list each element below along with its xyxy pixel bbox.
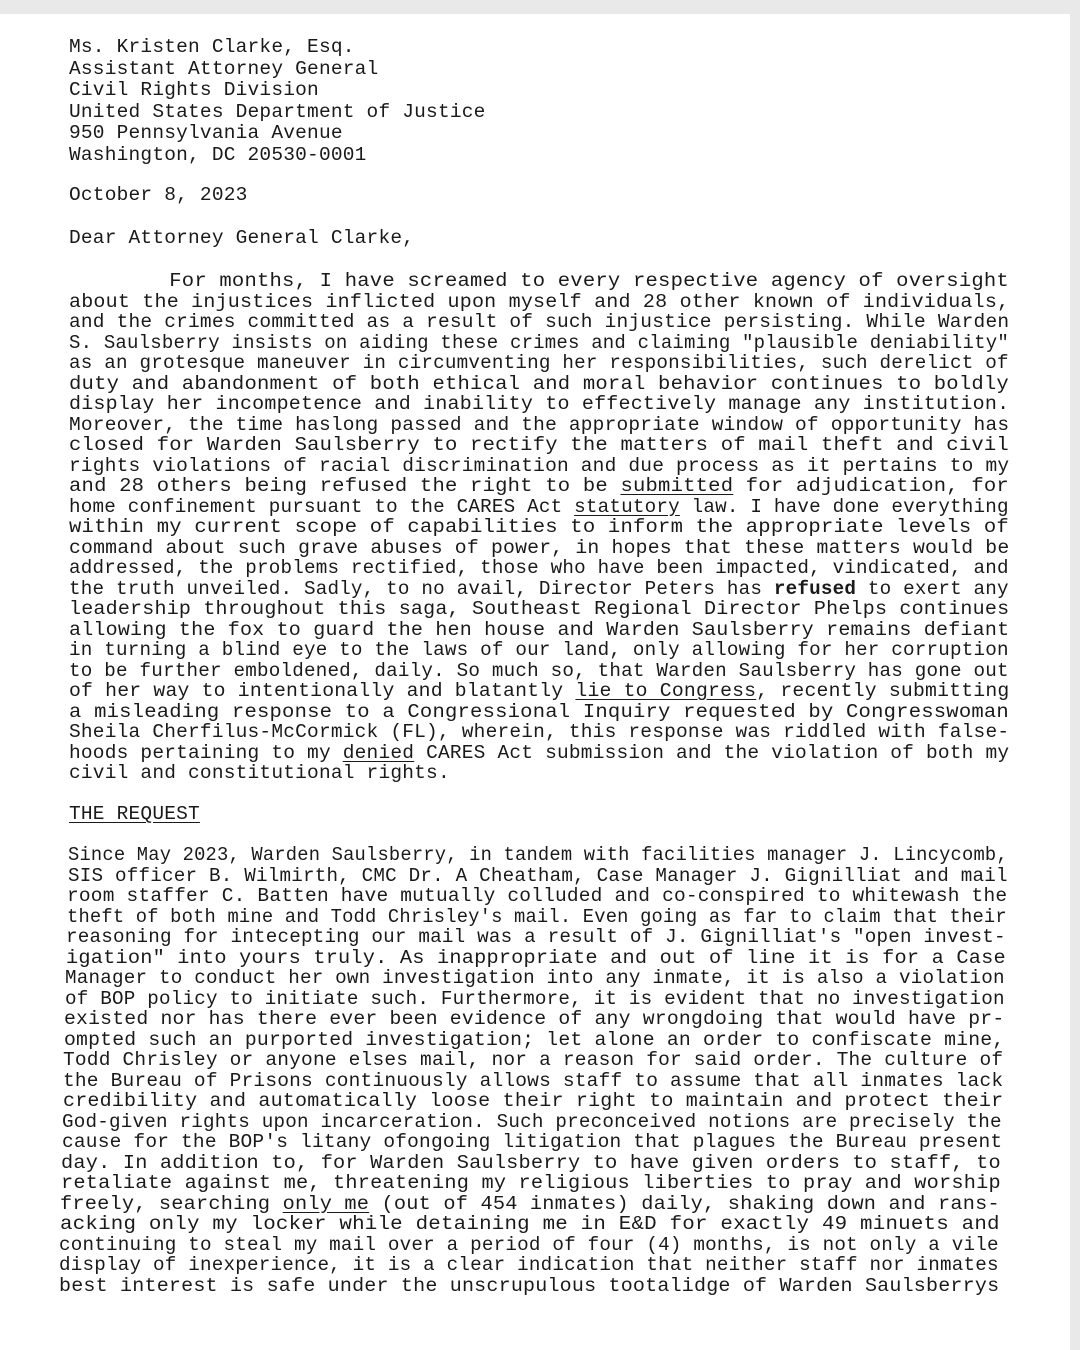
paragraph-line: [62, 1131, 1002, 1153]
line-text: display of inexperience, it is a clear indication that neither staff nor inmates: [59, 1254, 999, 1276]
paragraph-line: [60, 1213, 1000, 1235]
paragraph-line: [69, 619, 1009, 641]
line-text: in turning a blind eye to the laws of our land, only allowing for her corruption: [69, 639, 1009, 661]
line-text: to be further emboldened, daily. So much so, that Warden Saulsberry has gone out: [69, 659, 1009, 682]
window-frame-top: [0, 0, 1080, 14]
line-text: ompted such an purported investigation; let alone an order to confiscate mine,: [64, 1028, 1005, 1051]
bold-text: refused: [773, 577, 857, 600]
paragraph-line: [69, 434, 1009, 456]
paragraph-line: [69, 721, 1009, 743]
address-line: Washington, DC 20530-0001: [69, 143, 367, 166]
paragraph-line: [69, 475, 1009, 497]
line-text: God-given rights upon incarceration. Such preconceived notions are precisely the: [62, 1110, 1002, 1133]
address-line: Civil Rights Division: [69, 79, 319, 101]
paragraph-line: [64, 1029, 1004, 1051]
paragraph-line: [68, 844, 1008, 866]
paragraph-line: [59, 1234, 999, 1256]
paragraph-line: [69, 352, 1009, 374]
line-text: (out of 454 inmates) daily, shaking down and rans-: [369, 1192, 1000, 1215]
paragraph-line: [69, 701, 1009, 723]
paragraph-line: [69, 332, 1009, 354]
paragraph-line: [69, 680, 1009, 702]
underlined-text: only me: [282, 1192, 370, 1215]
line-text: of BOP policy to initiate such. Furthermore, it is evident that no investigation: [65, 987, 1005, 1010]
line-text: about the injustices inflicted upon myself and 28 other known of individuals,: [69, 290, 1010, 313]
line-text: acking only my locker while detaining me in E&D for exactly 49 minuets and: [60, 1213, 1000, 1235]
line-text: CARES Act submission and the violation of both my: [414, 741, 1010, 764]
line-text: display her incompetence and inability to effectively manage any institution.: [69, 393, 1010, 415]
paragraph-line: [69, 660, 1009, 682]
paragraph-line: [65, 967, 1005, 989]
line-text: best interest is safe under the unscrupulous tootalidge of Warden Saulsberrys: [59, 1274, 1000, 1297]
line-text: civil and constitutional rights.: [69, 762, 450, 784]
letter-date: October 8, 2023: [69, 184, 248, 206]
line-text: existed nor has there ever been evidence of any wrongdoing that would have pr-: [64, 1008, 1005, 1030]
line-text: law. I have done everything: [679, 495, 1009, 518]
paragraph-line: [61, 1172, 1001, 1194]
line-text: cause for the BOP's litany ofongoing litigation that plagues the Bureau present: [62, 1131, 1003, 1153]
paragraph-line: [69, 639, 1009, 661]
line-text: retaliate against me, threatening my religious liberties to pray and worship: [61, 1172, 1001, 1194]
line-text: to exert any: [856, 577, 1009, 600]
address-line: Ms. Kristen Clarke, Esq.: [69, 36, 355, 58]
paragraph-line: [69, 291, 1009, 313]
paragraph-line: [69, 537, 1009, 559]
line-text: for adjudication, for: [733, 475, 1009, 497]
paragraph-line: [66, 926, 1006, 948]
line-text: command about such grave abuses of power, in hopes that these matters would be: [69, 536, 1010, 559]
line-text: day. In addition to, for Warden Saulsberry to have given orders to staff, to: [61, 1151, 1001, 1174]
paragraph-line: [61, 1152, 1001, 1174]
address-line: Assistant Attorney General: [69, 57, 379, 80]
line-text: addressed, the problems rectified, those who have been impacted, vindicated, and: [69, 557, 1009, 579]
letter-salutation: Dear Attorney General Clarke,: [69, 227, 415, 249]
paragraph-line: [63, 1049, 1003, 1071]
line-text: S. Saulsberry insists on aiding these crimes and claiming "plausible deniability": [69, 331, 1009, 354]
paragraph-line: [64, 1008, 1004, 1030]
paragraph-line: [69, 373, 1009, 395]
line-text: home confinement pursuant to the CARES Act: [69, 495, 575, 518]
line-text: duty and abandonment of both ethical and moral behavior continues to boldly: [69, 372, 1009, 395]
line-text: freely, searching: [60, 1192, 283, 1215]
paragraph-line: [69, 516, 1009, 538]
line-text: Since May 2023, Warden Saulsberry, in tandem with facilities manager J. Lincycomb,: [68, 844, 1008, 866]
paragraph-line: [65, 988, 1005, 1010]
paragraph-line: [69, 393, 1009, 415]
line-text: room staffer C. Batten have mutually colluded and co-conspired to whitewash the: [67, 885, 1008, 907]
window-frame-right: [1070, 0, 1080, 1350]
line-text: as an grotesque maneuver in circumventing her responsibilities, such derelict of: [69, 352, 1009, 374]
line-text: igation" into yours truly. As inappropriate and out of line it is for a Case: [66, 946, 1006, 969]
paragraph-line: [69, 598, 1009, 620]
line-text: of her way to intentionally and blatantly: [69, 680, 576, 702]
paragraph-line: [59, 1275, 999, 1297]
paragraph-line: [69, 742, 1009, 764]
address-line: United States Department of Justice: [69, 100, 486, 123]
line-text: a misleading response to a Congressional Inquiry requested by Congresswoman: [69, 700, 1009, 723]
paragraph-line: [69, 455, 1009, 477]
paragraph-line: [69, 578, 1009, 600]
line-text: leadership throughout this saga, Southeast Regional Director Phelps continues: [69, 598, 1010, 620]
underlined-text: lie to Congress: [575, 680, 757, 702]
line-text: the truth unveiled. Sadly, to no avail, Director Peters has: [69, 577, 774, 600]
paragraph-line: [69, 270, 1009, 292]
paragraph-line: [69, 557, 1009, 579]
paragraph-line: [69, 311, 1009, 333]
address-line: 950 Pennsylvania Avenue: [69, 122, 343, 144]
underlined-text: denied: [342, 741, 415, 764]
line-text: Manager to conduct her own investigation into any inmate, it is also a violation: [65, 967, 1005, 989]
paragraph-line: [62, 1111, 1002, 1133]
line-text: and 28 others being refused the right to be: [69, 475, 621, 497]
line-text: theft of both mine and Todd Chrisley's mail. Even going as far to claim that their: [67, 905, 1007, 928]
paragraph-line: [59, 1254, 999, 1276]
line-text: credibility and automatically loose their right to maintain and protect their: [63, 1090, 1004, 1112]
line-text: allowing the fox to guard the hen house and Warden Saulsberry remains defiant: [69, 618, 1010, 641]
paragraph-line: [69, 414, 1009, 436]
line-text: and the crimes committed as a result of such injustice persisting. While Warden: [69, 311, 1010, 333]
line-text: reasoning for intecepting our mail was a result of J. Gignilliat's "open invest-: [66, 926, 1006, 948]
paragraph-line: [63, 1070, 1003, 1092]
paragraph-line: [68, 865, 1008, 887]
paragraph-line: [66, 947, 1006, 969]
line-text: SIS officer B. Wilmirth, CMC Dr. A Cheatham, Case Manager J. Gignilliat and mail: [68, 864, 1008, 887]
line-text: rights violations of racial discrimination and due process as it pertains to my: [69, 454, 1010, 477]
line-text: Todd Chrisley or anyone elses mail, nor a reason for said order. The culture of: [63, 1049, 1004, 1071]
line-text: the Bureau of Prisons continuously allows staff to assume that all inmates lack: [63, 1069, 1004, 1092]
line-text: closed for Warden Saulsberry to rectify the matters of mail theft and civil: [69, 434, 1009, 456]
line-text: Moreover, the time haslong passed and the appropriate window of opportunity has: [69, 413, 1010, 436]
line-text: Sheila Cherfilus-McCormick (FL), wherein, this response was riddled with false-: [69, 721, 1010, 743]
paragraph-line: [67, 885, 1007, 907]
underlined-text: statutory: [574, 495, 680, 518]
line-text: For months, I have screamed to every respective agency of oversight: [69, 270, 1009, 292]
paragraph-line: [67, 906, 1007, 928]
paragraph-line: [69, 762, 450, 784]
line-text: hoods pertaining to my: [69, 741, 343, 764]
line-text: within my current scope of capabilities to inform the appropriate levels of: [69, 516, 1009, 538]
line-text: continuing to steal my mail over a period of four (4) months, is not only a vile: [59, 1233, 999, 1256]
paragraph-line: [63, 1090, 1003, 1112]
paragraph-line: [69, 496, 1009, 518]
letter-page: [0, 14, 1070, 1350]
paragraph-line: [60, 1193, 1000, 1215]
section-heading-the-request: THE REQUEST: [69, 803, 200, 825]
line-text: , recently submitting: [756, 680, 1010, 702]
underlined-text: submitted: [620, 475, 734, 497]
